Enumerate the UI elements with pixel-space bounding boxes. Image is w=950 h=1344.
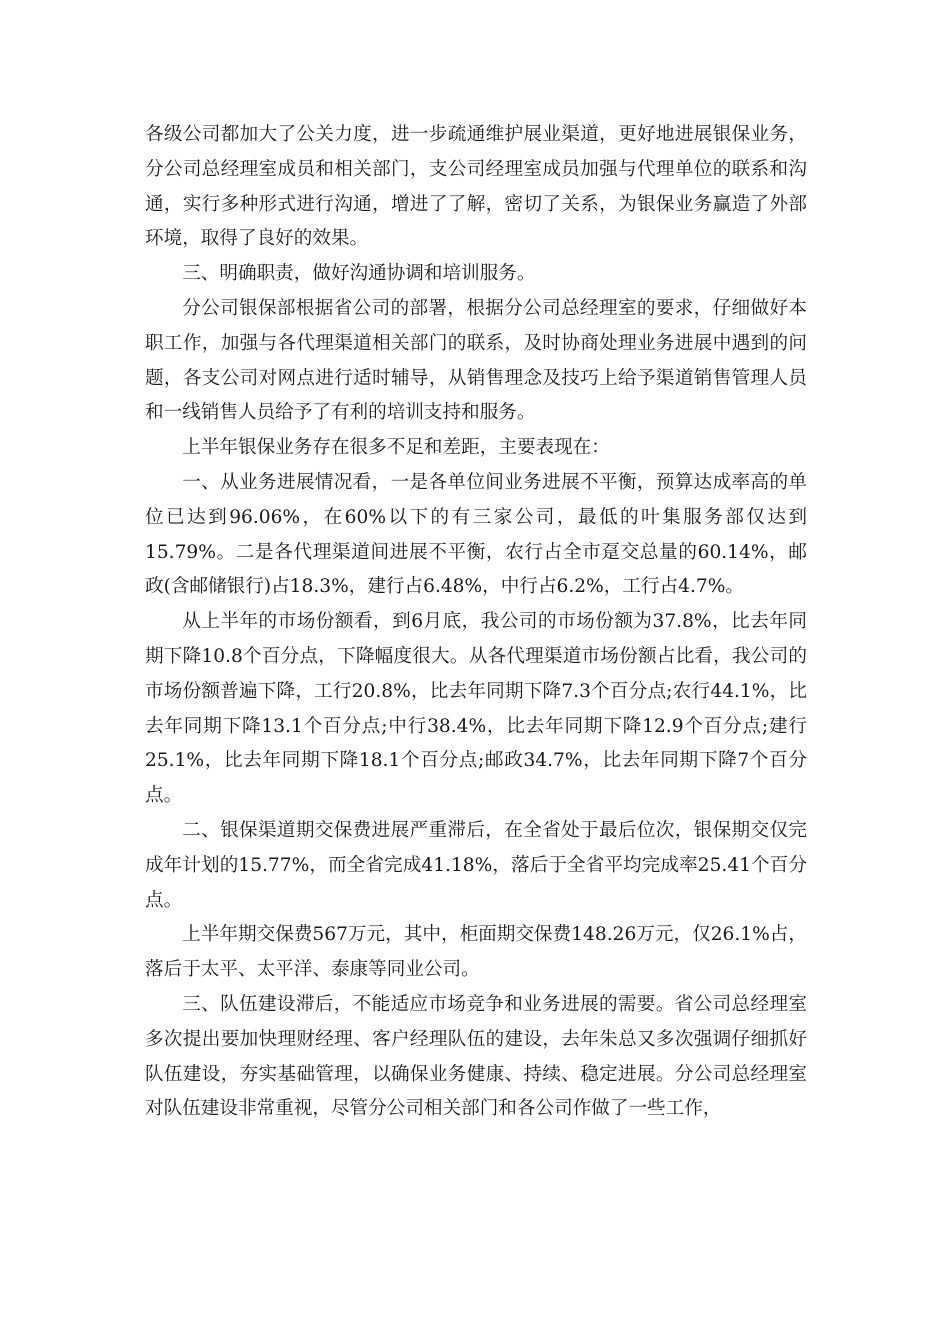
paragraph-heading-3: 三、明确职责，做好沟通协调和培训服务。 — [182, 263, 536, 285]
paragraph: 三、队伍建设滞后，不能适应市场竞争和业务进展的需要。省公司总经理室多次提出要加快理财经理、客户经理队伍的建设，去年朱总又多次强调仔细抓好队伍建设，夯实基础管理，以确保业务健康、持续、稳定进展。分公司总经理室对队伍建设非常重视，尽管分公司相关部门和各公司作做了一些工作， — [145, 993, 807, 1120]
paragraph: 分公司银保部根据省公司的部署，根据分公司总经理室的要求，仔细做好本职工作，加强与各代理渠道相关部门的联系，及时协商处理业务进展中遇到的问题，各支公司对网点进行适时辅导，从销售理念及技巧上给予渠道销售管理人员和一线销售人员给予了有利的培训支持和服务。 — [145, 297, 807, 424]
paragraph: 一、从业务进展情况看，一是各单位间业务进展不平衡，预算达成率高的单位已达到96.06%，在60%以下的有三家公司，最低的叶集服务部仅达到15.79%。二是各代理渠道间进展不平衡，农行占全市趸交总量的60.14%，邮政(含邮储银行)占18.3%，建行占6.48%，中行占6.2%，工行占4.7%。 — [145, 471, 807, 598]
paragraph: 上半年期交保费567万元，其中，柜面期交保费148.26万元，仅26.1%占，落后于太平、太平洋、泰康等同业公司。 — [145, 924, 807, 981]
document-body — [145, 118, 807, 1127]
paragraph: 从上半年的市场份额看，到6月底，我公司的市场份额为37.8%，比去年同期下降10.8个百分点，下降幅度很大。从各代理渠道市场份额占比看，我公司的市场份额普遍下降，工行20.8%，比去年同期下降7.3个百分点;农行44.1%，比去年同期下降13.1个百分点;中行38.4%，比去年同期下降12.9个百分点;建行25.1%，比去年同期下降18.1个百分点;邮政34.7%，比去年同期下降7个百分点。 — [145, 611, 807, 807]
paragraph: 上半年银保业务存在很多不足和差距，主要表现在： — [182, 437, 610, 459]
paragraph-continued: 各级公司都加大了公关力度，进一步疏通维护展业渠道，更好地进展银保业务，分公司总经理室成员和相关部门，支公司经理室成员加强与代理单位的联系和沟通，实行多种形式进行沟通，增进了了解，密切了关系，为银保业务赢造了外部环境，取得了良好的效果。 — [145, 124, 807, 250]
paragraph: 二、银保渠道期交保费进展严重滞后，在全省处于最后位次，银保期交仅完成年计划的15.77%，而全省完成41.18%，落后于全省平均完成率25.41个百分点。 — [145, 819, 807, 911]
